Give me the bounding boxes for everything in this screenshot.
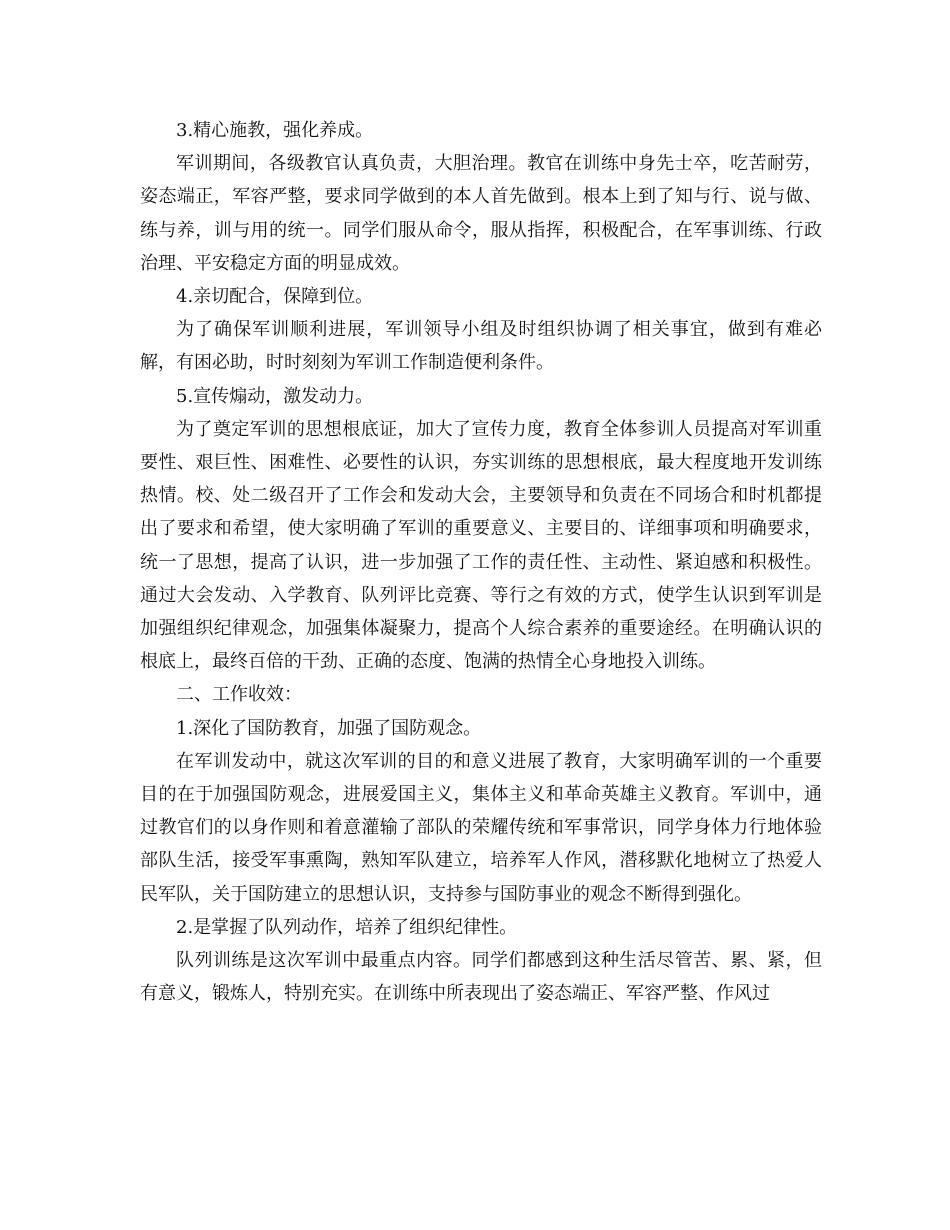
section-heading-3: 3.精心施教，强化养成。 bbox=[176, 120, 374, 141]
document-body bbox=[140, 114, 822, 1010]
body-paragraph: 为了奠定军训的思想根底证，加大了宣传力度，教育全体参训人员提高对军训重要性、艰巨性、困难性、必要性的认识，夯实训练的思想根底，最大程度地开发训练热情。校、处二级召开了工作会和发动大会，主要领导和负责在不同场合和时机都提出了要求和希望，使大家明确了军训的重要意义、主要目的、详细事项和明确要求，统一了思想，提高了认识，进一步加强了工作的责任性、主动性、紧迫感和积极性。通过大会发动、入学教育、队列评比竞赛、等行之有效的方式，使学生认识到军训是加强组织纪律观念，加强集体凝聚力，提高个人综合素养的重要途经。在明确认识的根底上，最终百倍的干劲、正确的态度、饱满的热情全心身地投入训练。 bbox=[140, 418, 822, 673]
body-paragraph: 军训期间，各级教官认真负责，大胆治理。教官在训练中身先士卒，吃苦耐劳，姿态端正，军容严整，要求同学做到的本人首先做到。根本上到了知与行、说与做、练与养，训与用的统一。同学们服从命令，服从指挥，积极配合，在军事训练、行政治理、平安稳定方面的明显成效。 bbox=[140, 153, 822, 274]
section-heading-work-results: 二、工作收效： bbox=[176, 684, 302, 706]
body-paragraph: 为了确保军训顺利进展，军训领导小组及时组织协调了相关事宜，做到有难必解，有困必助，时时刻刻为军训工作制造便利条件。 bbox=[140, 319, 822, 374]
body-paragraph: 队列训练是这次军训中最重点内容。同学们都感到这种生活尽管苦、累、紧，但有意义，锻炼人，特别充实。在训练中所表现出了姿态端正、军容严整、作风过 bbox=[140, 950, 822, 1005]
body-paragraph: 在军训发动中，就这次军训的目的和意义进展了教育，大家明确军训的一个重要目的在于加强国防观念，进展爱国主义，集体主义和革命英雄主义教育。军训中，通过教官们的以身作则和着意灌输了部队的荣耀传统和军事常识，同学身体力行地体验部队生活，接受军事熏陶，熟知军队建立，培养军人作风，潜移默化地树立了热爱人民军队，关于国防建立的思想认识，支持参与国防事业的观念不断得到强化。 bbox=[140, 750, 822, 905]
section-heading-4: 4.亲切配合，保障到位。 bbox=[176, 286, 374, 308]
section-heading-5: 5.宣传煽动，激发动力。 bbox=[176, 385, 374, 407]
subsection-heading-2: 2.是掌握了队列动作，培养了组织纪律性。 bbox=[176, 916, 518, 938]
subsection-heading-1: 1.深化了国防教育，加强了国防观念。 bbox=[176, 717, 482, 739]
